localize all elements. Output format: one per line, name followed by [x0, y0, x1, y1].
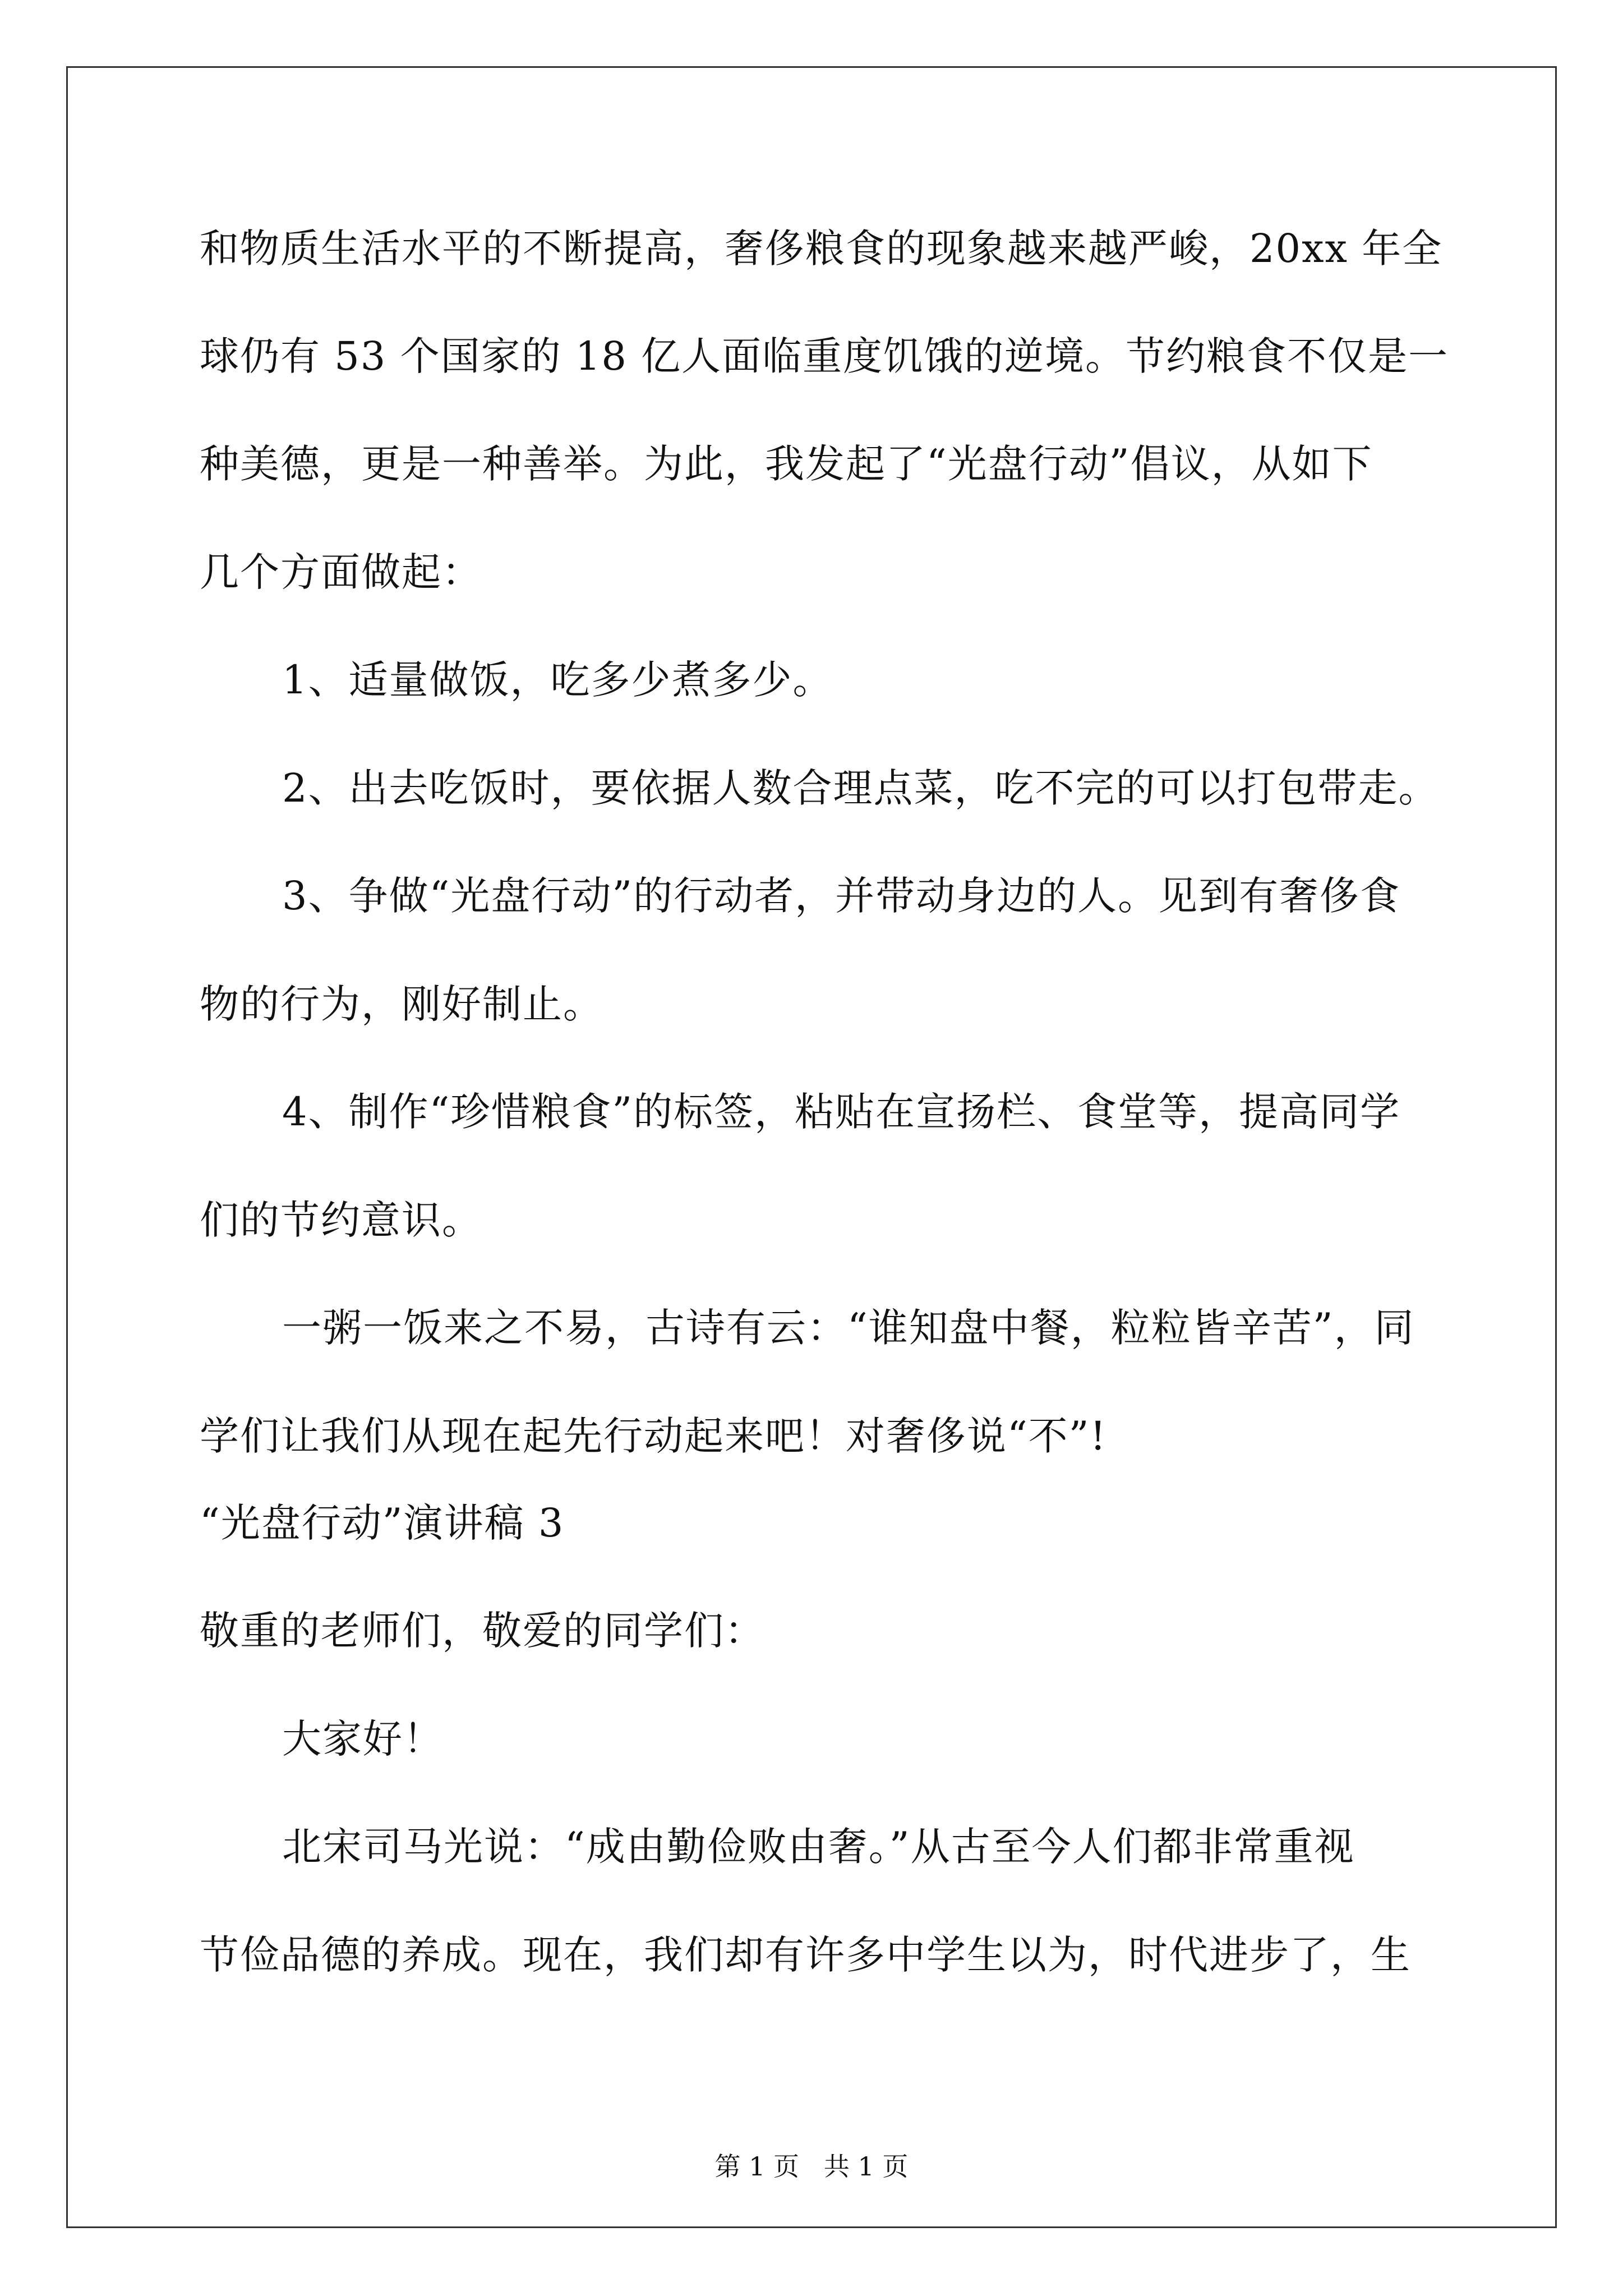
list-item-2: 2、出去吃饭时，要依据人数合理点菜，吃不完的可以打包带走。: [282, 765, 1439, 811]
list-item-3-cont: 物的行为，刚好制止。: [200, 981, 603, 1027]
list-item-3: 3、争做“光盘行动”的行动者，并带动身边的人。见到有奢侈食: [282, 873, 1401, 919]
list-item-4-cont: 们的节约意识。: [200, 1197, 482, 1243]
greeting: 大家好！: [282, 1716, 444, 1762]
closing-paragraph-line-2: 学们让我们从现在起先行动起来吧！对奢侈说“不”!: [200, 1413, 1107, 1459]
speech-line-2: 节俭品德的养成。现在，我们却有许多中学生以为，时代进步了，生: [200, 1932, 1411, 1978]
list-item-4: 4、制作“珍惜粮食”的标签，粘贴在宣扬栏、食堂等，提高同学: [282, 1089, 1401, 1135]
salutation: 敬重的老师们，敬爱的同学们：: [200, 1608, 765, 1654]
body-line-1: 和物质生活水平的不断提高，奢侈粮食的现象越来越严峻，20xx 年全: [200, 226, 1443, 272]
body-line-3: 种美德，更是一种善举。为此，我发起了“光盘行动”倡议，从如下: [200, 441, 1373, 487]
page-number-footer: 第 1 页 共 1 页: [714, 2151, 909, 2182]
list-item-1: 1、适量做饭，吃多少煮多少。: [282, 657, 833, 703]
body-line-4: 几个方面做起：: [200, 549, 482, 595]
section-heading: “光盘行动”演讲稿 3: [200, 1500, 565, 1546]
body-line-2: 球仍有 53 个国家的 18 亿人面临重度饥饿的逆境。节约粮食不仅是一: [200, 333, 1449, 379]
page-border: [66, 66, 1557, 2228]
speech-line-1: 北宋司马光说：“成由勤俭败由奢。”从古至今人们都非常重视: [282, 1824, 1355, 1870]
closing-paragraph-line-1: 一粥一饭来之不易，古诗有云：“谁知盘中餐，粒粒皆辛苦”，同: [282, 1305, 1415, 1351]
